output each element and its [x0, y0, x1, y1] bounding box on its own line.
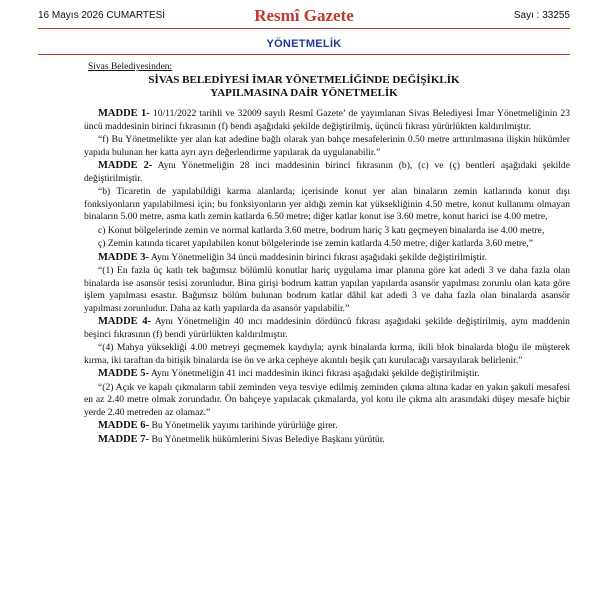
- article-paragraph: [84, 368, 570, 381]
- paragraph-text: 10/11/2022 tarihli ve 32009 sayılı Resmî Gazete’ de yayımlanan Sivas Belediyesi İmar Yönetmeliğinin 23 üncü maddesinin birinci fıkrasının (f) bendi aşağıdaki şekilde değiştirilmiş, üçüncü fıkrası yürürlükten kaldırılmıştır.: [84, 108, 570, 132]
- amendment-paragraph: [84, 238, 570, 251]
- amendment-paragraph: [84, 134, 570, 159]
- issuer-line: Sivas Belediyesinden:: [88, 62, 173, 72]
- paragraph-text: Aynı Yönetmeliğin 40 ıncı maddesinin dördüncü fıkrası aşağıdaki şekilde değiştirilmiş, aynı maddenin beşinci fıkrasının (f) bendi yürürlükten kaldırılmıştır.: [84, 316, 570, 340]
- amendment-paragraph: [84, 186, 570, 224]
- gazette-header: [38, 6, 570, 29]
- article-label: MADDE 2-: [98, 160, 153, 171]
- paragraph-text: “(1) En fazla üç katlı tek bağımsız bölümlü konutlar hariç uygulama imar planına göre kat adedi 3 ve daha fazla olan binalarda ise asansör tesisi zorunludur. Bina girişi bodrum kattan yapılan yapılarda asansör yapılması zorunlu olan kata göre işlem yapılması esastır. Bağımsız bölüm bulunan bodrum katlar dâhil kat adedi 3 ve daha fazla olan binalarda asansör yapılması zorunludur. Daha az katlı yapılarda da asansör yapılabilir.”: [84, 265, 570, 314]
- amendment-paragraph: [84, 382, 570, 420]
- article-label: MADDE 4-: [98, 316, 151, 327]
- article-paragraph: [84, 420, 570, 433]
- paragraph-text: “(2) Açık ve kapalı çıkmaların tabii zeminden veya tesviye edilmiş zeminden çıkma altına kadar en yakın şakuli mesafesi en az 2.40 metre olmak zorundadır. Ön bahçeye yapılacak çıkmalarda, yol kotu ile çıkma altı arasındaki düşey mesafe hiçbir yerde 2.40 metreden az olamaz.”: [84, 381, 570, 418]
- amendment-paragraph: [84, 342, 570, 367]
- issue-date: 16 Mayıs 2026 CUMARTESİ: [38, 10, 166, 21]
- document-title-line-2: YAPILMASINA DAİR YÖNETMELİK: [210, 87, 398, 99]
- amendment-paragraph: [84, 265, 570, 315]
- article-label: MADDE 6-: [98, 420, 150, 431]
- article-paragraph: [84, 252, 570, 265]
- paragraph-text: “b) Ticaretin de yapılabildiği karma alanlarda; içerisinde konut yer alan binaların zemin katlarında konut dışı fonksiyonların yapılabilmesi için; bu fonksiyonların yer aldığı zemin kat yüksekliğinin 4.50 metre, konut kullanımı olmayan binaların 5.00 metre, asma katlı zemin katlarda 6.50 metre; diğer katlar konut ise 3.60 metre, konut harici ise 4.00 metre,: [84, 186, 570, 222]
- paragraph-text: ç) Zemin katında ticaret yapılabilen konut bölgelerinde ise zemin katlarda 4.50 metre, diğer katlarda 3.60 metre,”: [98, 238, 534, 249]
- paragraph-text: Aynı Yönetmeliğin 28 inci maddesinin birinci fıkrasının (b), (c) ve (ç) bentleri aşağıdaki şekilde değiştirilmiştir.: [84, 160, 570, 184]
- section-heading: YÖNETMELİK: [266, 38, 342, 50]
- paragraph-text: Bu Yönetmelik yayımı tarihinde yürürlüğe girer.: [149, 420, 338, 431]
- paragraph-text: c) Konut bölgelerinde zemin ve normal katlarda 3.60 metre, bodrum hariç 3 katı geçmeyen binalarda ise 4.00 metre,: [98, 224, 545, 236]
- issue-number: Sayı : 33255: [513, 10, 570, 21]
- document-title-line-1: SİVAS BELEDİYESİ İMAR YÖNETMELİĞİNDE DEĞİŞİKLİK: [148, 74, 460, 86]
- paragraph-text: Aynı Yönetmeliğin 41 inci maddesinin ikinci fıkrası aşağıdaki şekilde değiştirilmiştir.: [149, 368, 480, 379]
- paragraph-text: Aynı Yönetmeliğin 34 üncü maddesinin birinci fıkrası aşağıdaki şekilde değiştirilmiştir.: [149, 251, 488, 263]
- article-label: MADDE 5-: [98, 368, 150, 379]
- regulation-body: [84, 108, 570, 447]
- article-paragraph: [84, 316, 570, 341]
- article-paragraph: [84, 434, 570, 447]
- paragraph-text: “f) Bu Yönetmelikte yer alan kat adedine bağlı olarak yan bahçe mesafelerinin 0.50 metre arttırılmasına ilişkin hükümler yapıda bulunan her katta ayrı ayrı değerlendirme yapılarak da uygulanabilir.”: [84, 134, 570, 158]
- gazette-title: Resmî Gazete: [254, 6, 354, 25]
- article-label: MADDE 7-: [98, 433, 150, 445]
- document-title: [60, 74, 548, 100]
- section-divider: [38, 54, 570, 55]
- paragraph-text: “(4) Mahya yüksekliği 4.00 metreyi geçmemek kaydıyla; ayrık binalarda kırma, ikili blok binalarda bloğu ile müşterek kırma, iki taraftan da bitişik binalarda ise ön ve arka cepheye akıntılı beşik çatı kurulacağı varsayılarak belirlenir.”: [84, 342, 570, 366]
- paragraph-text: Bu Yönetmelik hükümlerini Sivas Belediye Başkanı yürütür.: [149, 433, 385, 445]
- amendment-paragraph: [84, 225, 570, 238]
- article-label: MADDE 3-: [98, 251, 150, 263]
- article-paragraph: [84, 160, 570, 185]
- article-paragraph: [84, 108, 570, 133]
- article-label: MADDE 1-: [98, 108, 150, 119]
